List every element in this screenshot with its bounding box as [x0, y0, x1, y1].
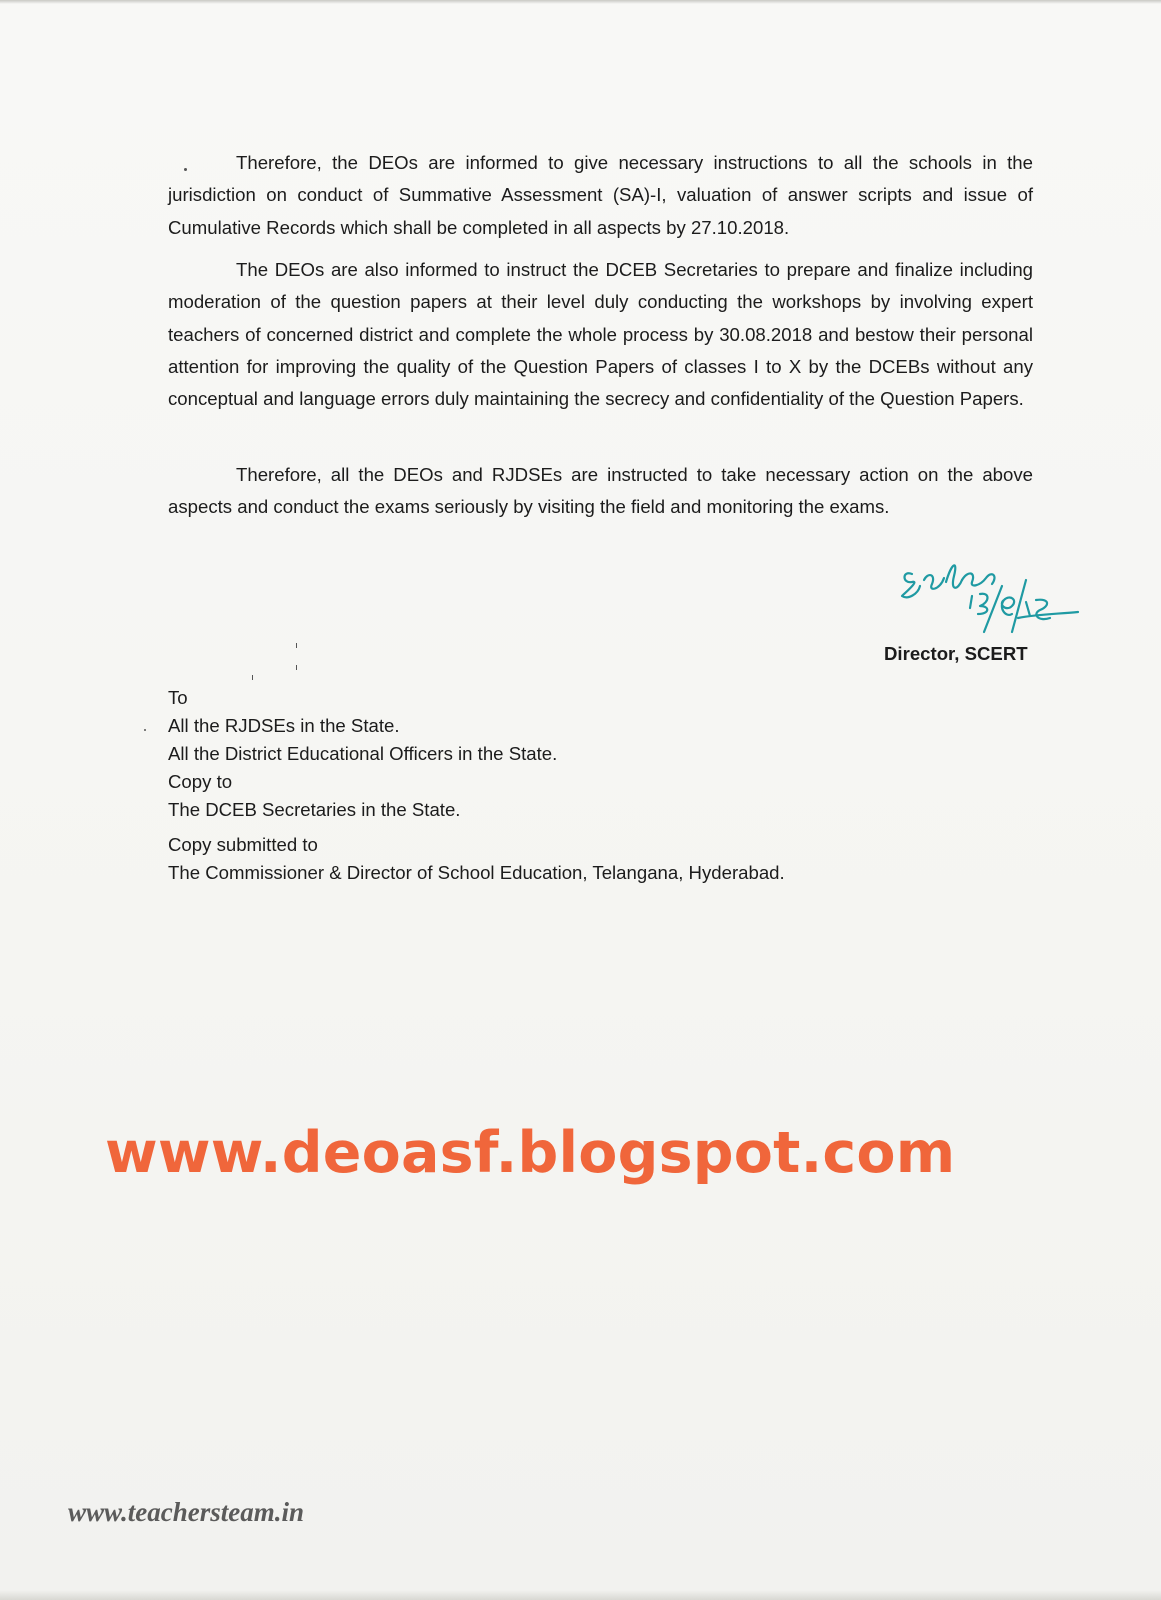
- copy-to-label: Copy to: [168, 771, 233, 792]
- to-label: To: [168, 687, 188, 708]
- scan-speck: [144, 729, 146, 731]
- watermark-teachersteam: www.teachersteam.in: [68, 1497, 305, 1527]
- recipient-rjdses: All the RJDSEs in the State.: [168, 715, 400, 736]
- paragraph-dceb-question-papers: The DEOs are also informed to instruct the DCEB Secretaries to prepare and finalize including moderation of the question papers at their level duly conducting the workshops by involving expert teachers of concerned district and complete the whole process by 30.08.2018 and bestow their personal attention for improving the quality of the Question Papers of classes I to X by the DCEBs without any conceptual and language errors duly maintaining the secrecy and confidentiality of the Question Papers.: [168, 259, 1033, 410]
- paragraph-sa1-instructions: Therefore, the DEOs are informed to give necessary instructions to all the schools in the jurisdiction on conduct of Summative Assessment (SA)-I, valuation of answer scripts and issue of Cumulative Records which shall be completed in all aspects by 27.10.2018.: [168, 152, 1033, 238]
- paragraph-exam-monitoring: Therefore, all the DEOs and RJDSEs are instructed to take necessary action on the above aspects and conduct the exams seriously by visiting the field and monitoring the exams.: [168, 464, 1033, 518]
- scan-speck: [252, 675, 253, 680]
- scan-speck: [184, 168, 187, 171]
- scan-edge-bottom: [0, 1590, 1161, 1600]
- scan-speck: [296, 643, 297, 648]
- watermark-deoasf: www.deoasf.blogspot.com: [105, 1120, 956, 1186]
- recipient-deos: All the District Educational Officers in the State.: [168, 743, 558, 764]
- director-signature: [900, 556, 1090, 656]
- copy-submitted-label: Copy submitted to: [168, 834, 318, 855]
- scan-speck: [296, 665, 297, 670]
- copy-submitted-recipient: The Commissioner & Director of School Education, Telangana, Hyderabad.: [168, 862, 785, 883]
- signatory-title: Director, SCERT: [884, 643, 1028, 664]
- scan-edge-top: [0, 0, 1161, 4]
- copy-recipient-dceb: The DCEB Secretaries in the State.: [168, 799, 461, 820]
